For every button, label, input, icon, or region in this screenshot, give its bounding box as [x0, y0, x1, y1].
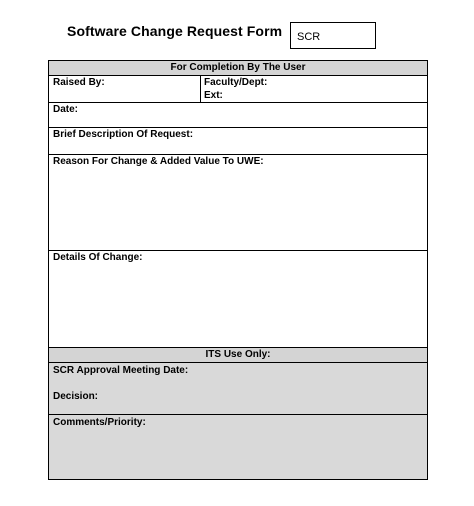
brief-description-row[interactable] [49, 128, 427, 155]
scr-number-field[interactable] [290, 22, 376, 49]
raised-by-label: Raised By: [53, 77, 105, 88]
scr-approval-meeting-date-label: SCR Approval Meeting Date: [53, 365, 189, 376]
raised-by-divider [200, 76, 201, 102]
user-section-header [49, 61, 427, 76]
date-label: Date: [53, 104, 79, 115]
details-of-change-label: Details Of Change: [53, 252, 143, 263]
faculty-dept-label: Faculty/Dept: [204, 77, 268, 88]
approval-row[interactable] [49, 363, 427, 415]
details-of-change-row[interactable] [49, 251, 427, 348]
reason-for-change-label: Reason For Change & Added Value To UWE: [53, 156, 264, 167]
user-section-header-label: For Completion By The User [170, 62, 306, 73]
ext-label: Ext: [204, 90, 223, 101]
change-request-form [48, 60, 428, 480]
its-section-header [49, 348, 427, 363]
decision-label: Decision: [53, 391, 99, 402]
date-row[interactable] [49, 103, 427, 128]
reason-for-change-row[interactable] [49, 155, 427, 251]
comments-priority-label: Comments/Priority: [53, 417, 146, 428]
its-section-header-label: ITS Use Only: [205, 349, 271, 360]
scr-label: SCR [297, 31, 321, 43]
brief-description-label: Brief Description Of Request: [53, 129, 194, 140]
raised-by-row [49, 76, 427, 103]
form-title: Software Change Request Form [67, 23, 283, 39]
comments-priority-row[interactable] [49, 415, 427, 479]
